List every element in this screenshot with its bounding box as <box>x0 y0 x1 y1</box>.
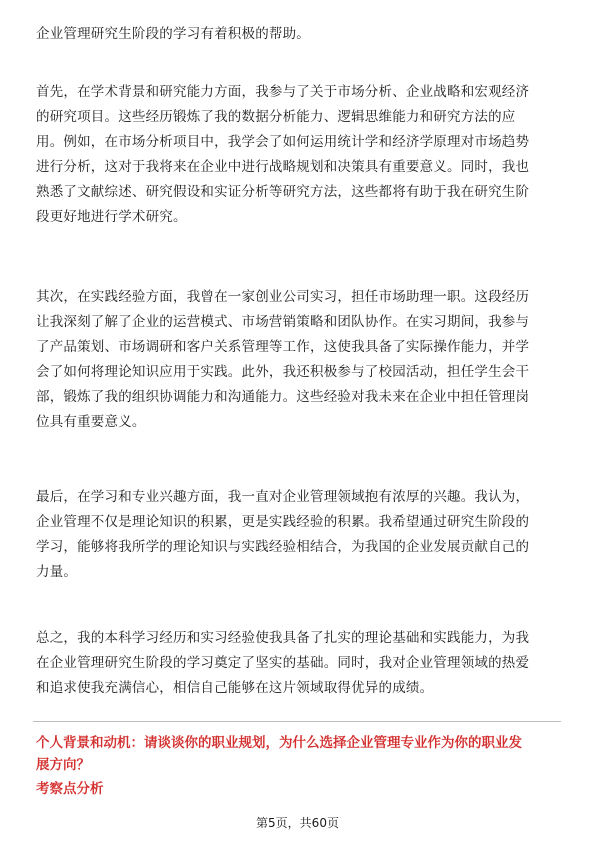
paragraph-line: 首先，在学术背景和研究能力方面，我参与了关于市场分析、企业战略和宏观经济 <box>36 84 530 100</box>
paragraph-line: 总之，我的本科学习经历和实习经验使我具备了扎实的理论基础和实践能力，为我 <box>36 630 530 646</box>
paragraph-line: 段更好地进行学术研究。 <box>36 209 187 225</box>
analysis-heading: 考察点分析 <box>36 781 104 797</box>
paragraph-line: 和追求使我充满信心，相信自己能够在这片领域取得优异的成绩。 <box>36 680 434 696</box>
paragraph-intro-tail <box>36 22 560 47</box>
paragraph-line: 会了如何将理论知识应用于实践。此外，我还积极参与了校园活动，担任学生会干 <box>36 364 530 380</box>
page-number: 第5页，共60页 <box>256 816 339 830</box>
paragraph-line: 部，锻炼了我的组织协调能力和沟通能力。这些经验对我未来在企业中担任管理岗 <box>36 389 530 405</box>
paragraph-line: 其次，在实践经验方面，我曾在一家创业公司实习，担任市场助理一职。这段经历 <box>36 289 530 305</box>
question-line: 个人背景和动机：请谈谈你的职业规划，为什么选择企业管理专业作为你的职业发 <box>36 735 522 751</box>
section-divider <box>33 721 561 722</box>
paragraph-line: 企业管理不仅是理论知识的积累，更是实践经验的积累。我希望通过研究生阶段的 <box>36 514 530 530</box>
paragraph-line: 最后，在学习和专业兴趣方面，我一直对企业管理领域抱有浓厚的兴趣。我认为， <box>36 489 530 505</box>
paragraph-line: 力量。 <box>36 564 78 580</box>
paragraph-line: 让我深刻了解了企业的运营模式、市场营销策略和团队协作。在实习期间，我参与 <box>36 314 530 330</box>
paragraph-interest <box>36 485 560 585</box>
paragraph-line: 了产品策划、市场调研和客户关系管理等工作，这使我具备了实际操作能力，并学 <box>36 339 530 355</box>
paragraph-practical-experience <box>36 285 560 435</box>
paragraph-line: 的研究项目。这些经历锻炼了我的数据分析能力、逻辑思维能力和研究方法的应 <box>36 109 516 125</box>
paragraph-line: 熟悉了文献综述、研究假设和实证分析等研究方法，这些都将有助于我在研究生阶 <box>36 184 530 200</box>
paragraph-line: 进行分析，这对于我将来在企业中进行战略规划和决策具有重要意义。同时，我也 <box>36 159 530 175</box>
paragraph-line: 企业管理研究生阶段的学习有着积极的帮助。 <box>36 26 310 42</box>
paragraph-line: 用。例如，在市场分析项目中，我学会了如何运用统计学和经济学原理对市场趋势 <box>36 134 530 150</box>
paragraph-conclusion <box>36 626 560 701</box>
question-line: 展方向？ <box>36 757 90 773</box>
paragraph-academic-background <box>36 80 560 230</box>
paragraph-line: 在企业管理研究生阶段的学习奠定了坚实的基础。同时，我对企业管理领域的热爱 <box>36 655 530 671</box>
paragraph-line: 位具有重要意义。 <box>36 414 146 430</box>
paragraph-line: 学习，能够将我所学的理论知识与实践经验相结合，为我国的企业发展贡献自己的 <box>36 539 530 555</box>
interview-question <box>36 732 560 776</box>
